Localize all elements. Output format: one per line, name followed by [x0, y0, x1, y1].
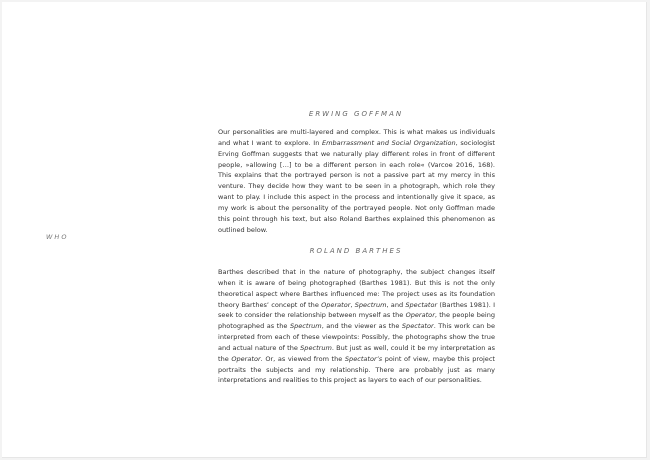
italic-term: Operator	[405, 311, 435, 320]
text-run: , the people being photographed as the	[218, 311, 496, 331]
text-run: . Or, as viewed from the	[260, 354, 345, 363]
paragraph-goffman	[218, 127, 495, 235]
text-run: Our personalities are multi-layered and complex. This is what makes us individuals and what I want to explore. In	[218, 128, 495, 147]
side-label: WHO	[46, 233, 69, 241]
text-run: Barthes described that in the nature of photography, the subject changes itself when it is aware of being photographed (Barthes 1981). But this is not the only theoretical aspect where Barthes influenced me: The project uses as its foundation theory Barthes’ concept of the	[218, 268, 495, 309]
italic-term: Spectrum	[300, 343, 332, 352]
italic-term: Spectrum	[354, 300, 387, 309]
italic-term: Operator	[321, 300, 351, 309]
italic-term: Spectator’s	[344, 354, 383, 363]
text-run: . This work can be interpreted from each of these viewpoints: Possibly, the photographs show the true and actual nature of the	[218, 322, 495, 352]
text-run: . But just as well, could it be my interpretation as the	[218, 343, 496, 363]
text-run: point of view, maybe this project portraits the subjects and my relationship. There are probably just as many interpretations and realities to this project as layers to each of our personalities.	[218, 354, 496, 385]
italic-term: Spectator	[401, 322, 434, 331]
text-run: , and	[386, 300, 406, 309]
text-run: ,	[350, 300, 355, 309]
italic-term: Spectator	[405, 300, 438, 309]
italic-term: Spectrum	[289, 322, 322, 331]
text-run: , sociologist Erving Goffman suggests that we naturally play different roles in front of different people, »allowing […] to be a different person in each role« (Varcoe 2016, 168). This explains that the portrayed person is not a passive part at my mercy in this venture. They decide how they want to be seen in a photograph, which role they want to play. I include this aspect in the process and intentionally give it space, as my work is about the personality of the portrayed people. Not only Goffman made this point through his text, but also Roland Barthes explained this phenomenon as outlined below.	[218, 138, 495, 234]
text-run: (Barthes 1981). I seek to consider the relationship between myself as the	[218, 300, 496, 320]
section-title-goffman: ERWING GOFFMAN	[308, 110, 404, 118]
italic-term: Operator	[231, 354, 261, 363]
document-page	[2, 2, 647, 458]
text-run: , and the viewer as the	[321, 322, 402, 331]
paragraph-barthes	[218, 267, 495, 386]
section-title-barthes: ROLAND BARTHES	[309, 247, 403, 255]
italic-term: Embarrassment and Social Organization	[322, 138, 456, 147]
